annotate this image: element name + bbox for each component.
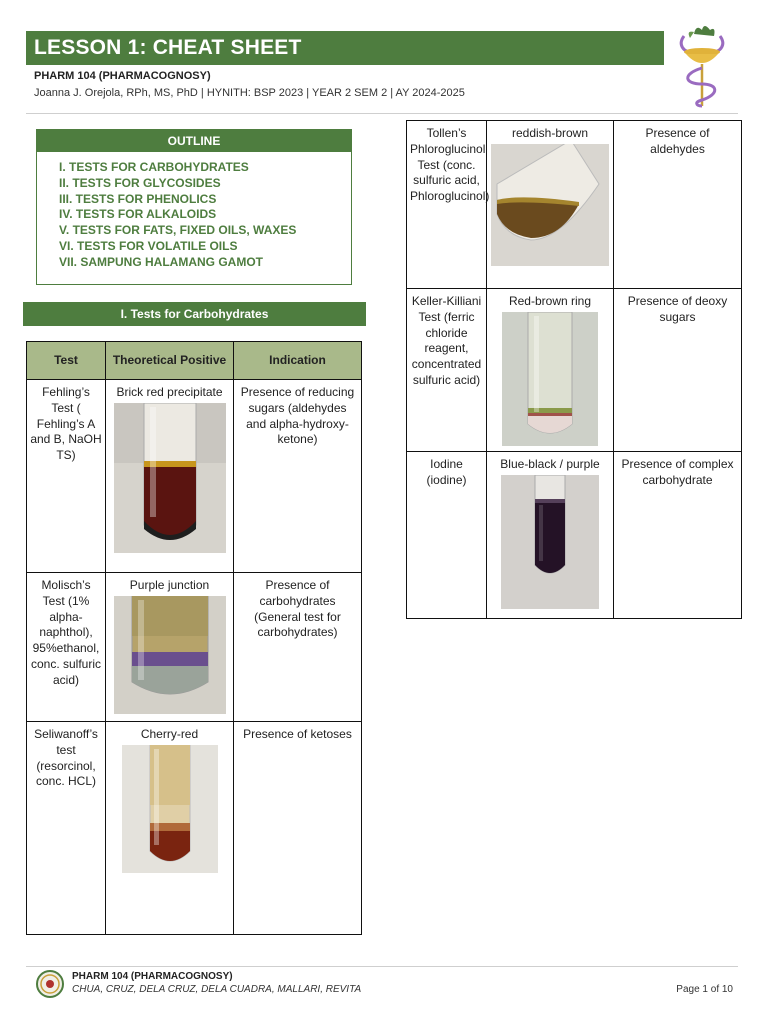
test-tube-blue-black-photo [501,475,599,609]
positive-result-label: reddish-brown [511,126,589,140]
footer-divider [26,966,738,967]
outline-item[interactable]: I. TESTS FOR CARBOHYDRATES [59,160,249,174]
header-divider [26,113,738,114]
test-name-cell: Keller-Killiani Test (ferric chloride reagent, concentrated sulfuric acid) [407,289,487,452]
page-title: LESSON 1: CHEAT SHEET [26,31,664,65]
table-row [27,722,362,935]
page-number: Page 1 of 10 [676,984,733,995]
test-name-cell: Seliwanoff’s test (resorcinol, conc. HCL) [27,722,106,935]
indication-cell: Presence of deoxy sugars [614,289,742,452]
indication-cell: Presence of complex carbohydrate [614,451,742,618]
outline-box [36,129,352,285]
test-tube-red-brown-ring-photo [502,312,598,446]
positive-result-label: Blue-black / purple [500,456,600,471]
positive-result-label: Red-brown ring [508,294,592,308]
carbohydrate-tests-table-continued [406,120,742,619]
test-tube-brick-red-photo [114,403,226,553]
table-row [27,573,362,722]
test-name-cell: Fehling’s Test ( Fehling’s A and B, NaOH TS) [27,380,106,573]
author-info: Joanna J. Orejola, RPh, MS, PhD | HYNITH: BSP 2023 | YEAR 2 SEM 2 | AY 2024-2025 [34,87,465,99]
table-header-row [27,342,362,380]
outline-item[interactable]: VII. SAMPUNG HALAMANG GAMOT [59,254,263,269]
carbohydrate-tests-table [26,341,362,935]
outline-item[interactable]: IV. TESTS FOR ALKALOIDS [59,207,217,222]
theoretical-positive-cell [106,722,234,935]
positive-result-label: Brick red precipitate [116,385,223,399]
outline-list [37,152,351,271]
outline-item[interactable]: VI. TESTS FOR VOLATILE OILS [59,238,238,253]
column-header-theoretical-positive: Theoretical Positive [106,342,234,380]
table-row [407,451,742,618]
column-header-test: Test [27,342,106,380]
test-tube-purple-junction-photo [114,596,226,714]
outline-item[interactable]: II. TESTS FOR GLYCOSIDES [59,175,221,190]
column-header-indication: Indication [234,342,362,380]
caduceus-logo-icon [672,22,732,108]
positive-result-label: Purple junction [129,578,210,592]
indication-cell: Presence of carbohydrates (General test for carbohydrates) [234,573,362,722]
theoretical-positive-cell [106,573,234,722]
theoretical-positive-cell [487,289,614,452]
test-name-cell: Iodine (iodine) [407,451,487,618]
table-row [407,121,742,289]
section-heading: I. Tests for Carbohydrates [23,302,366,326]
outline-item[interactable]: V. TESTS FOR FATS, FIXED OILS, WAXES [59,223,297,238]
indication-cell: Presence of ketoses [234,722,362,935]
indication-cell: Presence of reducing sugars (aldehydes and alpha-hydroxy-ketone) [234,380,362,573]
outline-item[interactable]: III. TESTS FOR PHENOLICS [59,191,217,206]
test-tube-cherry-red-photo [122,745,218,873]
footer-course: PHARM 104 (PHARMACOGNOSY) [72,971,233,982]
theoretical-positive-cell [487,451,614,618]
test-name-cell: Tollen’s Phloroglucinol Test (conc. sulfuric acid, Phloroglucinol) [407,121,487,289]
table-row [407,289,742,452]
test-tube-reddish-brown-photo [491,144,609,266]
indication-cell: Presence of aldehydes [614,121,742,289]
university-seal-icon [36,970,64,998]
theoretical-positive-cell [487,121,614,289]
theoretical-positive-cell [106,380,234,573]
course-name: PHARM 104 (PHARMACOGNOSY) [34,70,211,82]
test-name-cell: Molisch’s Test (1% alpha-naphthol), 95%ethanol, conc. sulfuric acid) [27,573,106,722]
positive-result-label: Cherry-red [140,727,199,741]
outline-heading: OUTLINE [37,130,351,152]
footer-authors: CHUA, CRUZ, DELA CRUZ, DELA CUADRA, MALLARI, REVITA [72,984,362,995]
table-row [27,380,362,573]
